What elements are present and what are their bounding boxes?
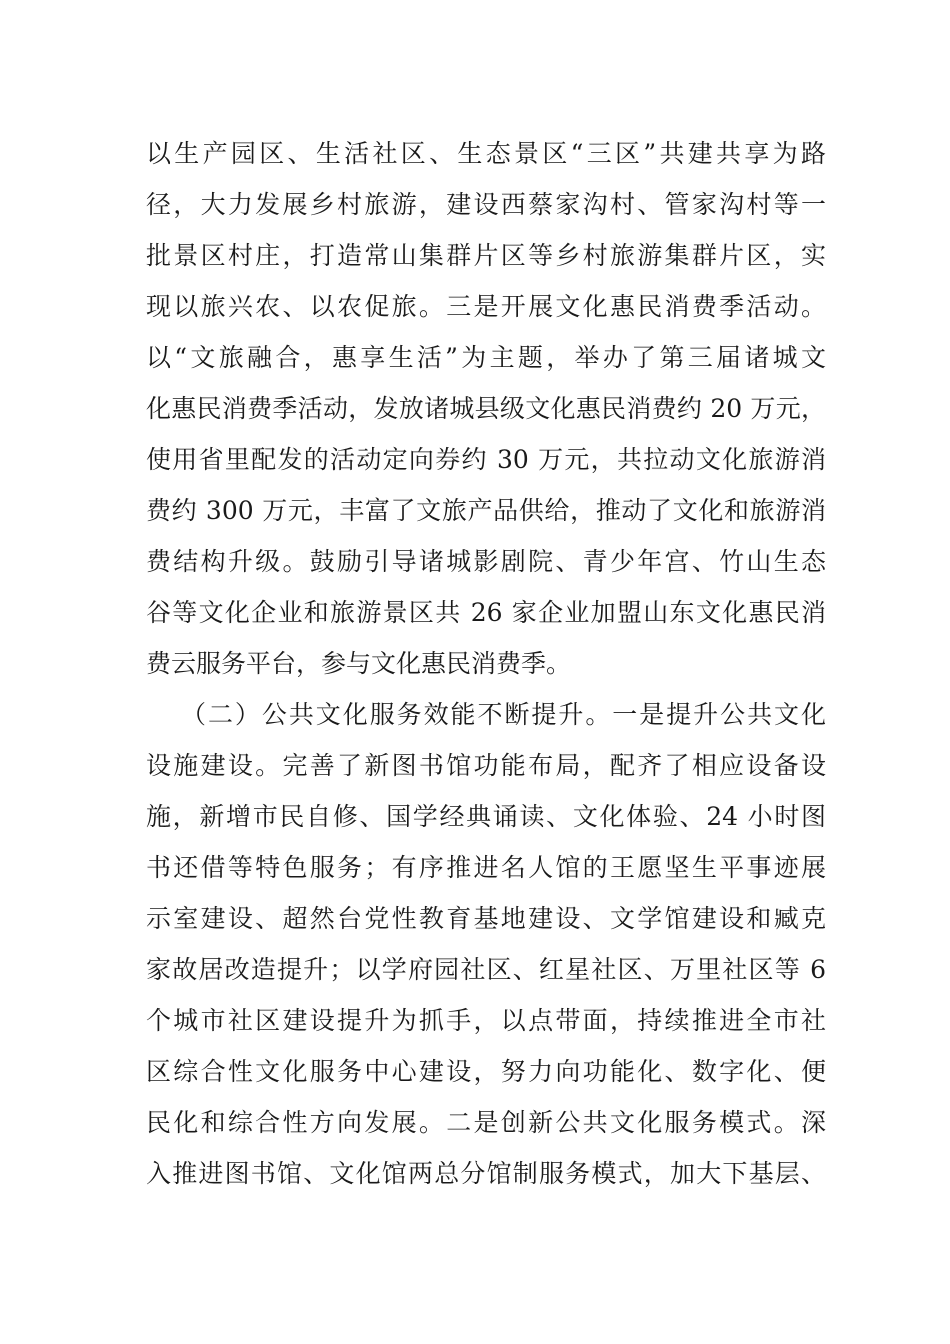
text-line: 设施建设。完善了新图书馆功能布局，配齐了相应设备设 (146, 751, 826, 780)
text-line: 以生产园区、生活社区、生态景区“三区”共建共享为路 (146, 139, 826, 168)
text-line: 费约 300 万元，丰富了文旅产品供给，推动了文化和旅游消 (146, 496, 826, 525)
text-line: 个城市社区建设提升为抓手，以点带面，持续推进全市社 (146, 1006, 826, 1035)
text-line: 示室建设、超然台党性教育基地建设、文学馆建设和臧克 (146, 904, 826, 933)
section-heading-line: （二）公共文化服务效能不断提升。一是提升公共文化 (181, 700, 826, 729)
text-line: 现以旅兴农、以农促旅。三是开展文化惠民消费季活动。 (146, 292, 826, 321)
text-line: 费云服务平台，参与文化惠民消费季。 (146, 649, 572, 678)
text-line: 批景区村庄，打造常山集群片区等乡村旅游集群片区，实 (146, 241, 826, 270)
text-line: 使用省里配发的活动定向券约 30 万元，共拉动文化旅游消 (146, 445, 826, 474)
text-line: 化惠民消费季活动，发放诸城县级文化惠民消费约 20 万元， (146, 394, 826, 423)
text-line: 家故居改造提升；以学府园社区、红星社区、万里社区等 6 (146, 955, 826, 984)
text-line: 民化和综合性方向发展。二是创新公共文化服务模式。深 (146, 1108, 826, 1137)
text-line: 径，大力发展乡村旅游，建设西蔡家沟村、管家沟村等一 (146, 190, 826, 219)
text-line: 入推进图书馆、文化馆两总分馆制服务模式，加大下基层、 (146, 1159, 826, 1188)
text-line: 以“文旅融合，惠享生活”为主题，举办了第三届诸城文 (146, 343, 826, 372)
text-line: 书还借等特色服务；有序推进名人馆的王愿坚生平事迹展 (146, 853, 826, 882)
text-line: 区综合性文化服务中心建设，努力向功能化、数字化、便 (146, 1057, 826, 1086)
text-line: 谷等文化企业和旅游景区共 26 家企业加盟山东文化惠民消 (146, 598, 826, 627)
text-line: 费结构升级。鼓励引导诸城影剧院、青少年宫、竹山生态 (146, 547, 826, 576)
text-line: 施，新增市民自修、国学经典诵读、文化体验、24 小时图 (146, 802, 826, 831)
